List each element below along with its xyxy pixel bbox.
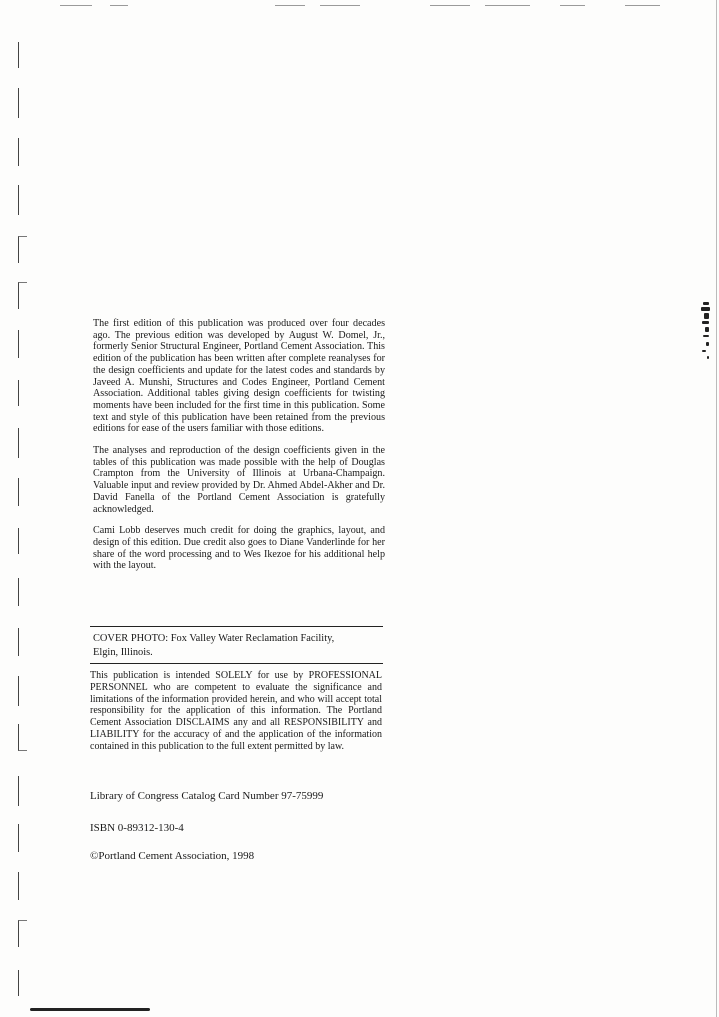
binding-mark: [18, 478, 19, 506]
scan-edge-shadow: [30, 1008, 150, 1011]
isbn-number: ISBN 0-89312-130-4: [90, 822, 184, 834]
paragraph-analysis-credits: The analyses and reproduction of the design coefficients given in the tables of this publication was made possible with the help of Douglas Crampton from the University of Illinois at Urbana-Champaign. Valuable input and review provided by Dr. Ahmed Abdel-Akher and Dr. David Fanella of the Portland Cement Association is gratefully acknowledged.: [93, 445, 385, 515]
binding-mark: [18, 776, 19, 806]
binding-mark: [18, 824, 19, 852]
binding-mark: [18, 282, 27, 309]
binding-mark: [18, 528, 19, 554]
scan-mark-top: [320, 5, 360, 6]
binding-mark: [18, 88, 19, 118]
binding-mark: [18, 42, 19, 68]
binding-mark: [18, 724, 27, 751]
paragraph-edition-history: The first edition of this publication was produced over four decades ago. The previous edition was developed by August W. Domel, Jr., formerly Senior Structural Engineer, Portland Cement Association. This edition of the publication has been written after complete reanalyses for the design coefficients and update for the latest codes and standards by Javeed A. Munshi, Structures and Codes Engineer, Portland Cement Association. Additional tables giving design coefficients for twisting moments have been included for the first time in this publication. Some text and style of this publication have been retained from the previous editions for ease of the users familiar with those editions.: [93, 318, 385, 435]
scan-mark-top: [485, 5, 530, 6]
binding-mark: [18, 872, 19, 900]
scan-mark-top: [60, 5, 92, 6]
cover-photo-caption: [93, 632, 385, 659]
binding-mark: [18, 676, 19, 706]
binding-mark: [18, 628, 19, 656]
page-edge: [716, 0, 717, 1017]
acknowledgements-section: [93, 318, 385, 572]
binding-mark: [18, 185, 19, 215]
binding-mark: [18, 138, 19, 166]
copyright-notice: ©Portland Cement Association, 1998: [90, 850, 255, 862]
divider-line: [90, 626, 383, 627]
binding-mark: [18, 578, 19, 606]
scan-noise: [700, 302, 712, 362]
divider-line: [90, 663, 383, 664]
scan-mark-top: [625, 5, 660, 6]
legal-disclaimer: This publication is intended SOLELY for use by PROFESSIONAL PERSONNEL who are competent to evaluate the significance and limitations of the information provided herein, and who will accept total responsibility for the application of this information. The Portland Cement Association DISCLAIMS any and all RESPONSIBILITY and LIABILITY for the accuracy of and the application of the information contained in this publication to the full extent permitted by law.: [90, 670, 382, 752]
binding-mark: [18, 380, 19, 406]
binding-mark: [18, 330, 19, 358]
scan-mark-top: [275, 5, 305, 6]
binding-mark: [18, 236, 27, 263]
paragraph-layout-credits: Cami Lobb deserves much credit for doing the graphics, layout, and design of this edition. Due credit also goes to Diane Vanderlinde for her share of the word processing and to Wes Ikezoe for his additional help with the layout.: [93, 525, 385, 572]
binding-mark: [18, 920, 27, 947]
scan-mark-top: [560, 5, 585, 6]
binding-mark: [18, 970, 19, 996]
cover-photo-line: COVER PHOTO: Fox Valley Water Reclamation Facility,: [93, 633, 335, 644]
cover-photo-line: Elgin, Illinois.: [93, 646, 153, 658]
binding-mark: [18, 428, 19, 458]
scan-mark-top: [430, 5, 470, 6]
scan-mark-top: [110, 5, 128, 6]
library-catalog-number: Library of Congress Catalog Card Number 97-75999: [90, 790, 324, 802]
